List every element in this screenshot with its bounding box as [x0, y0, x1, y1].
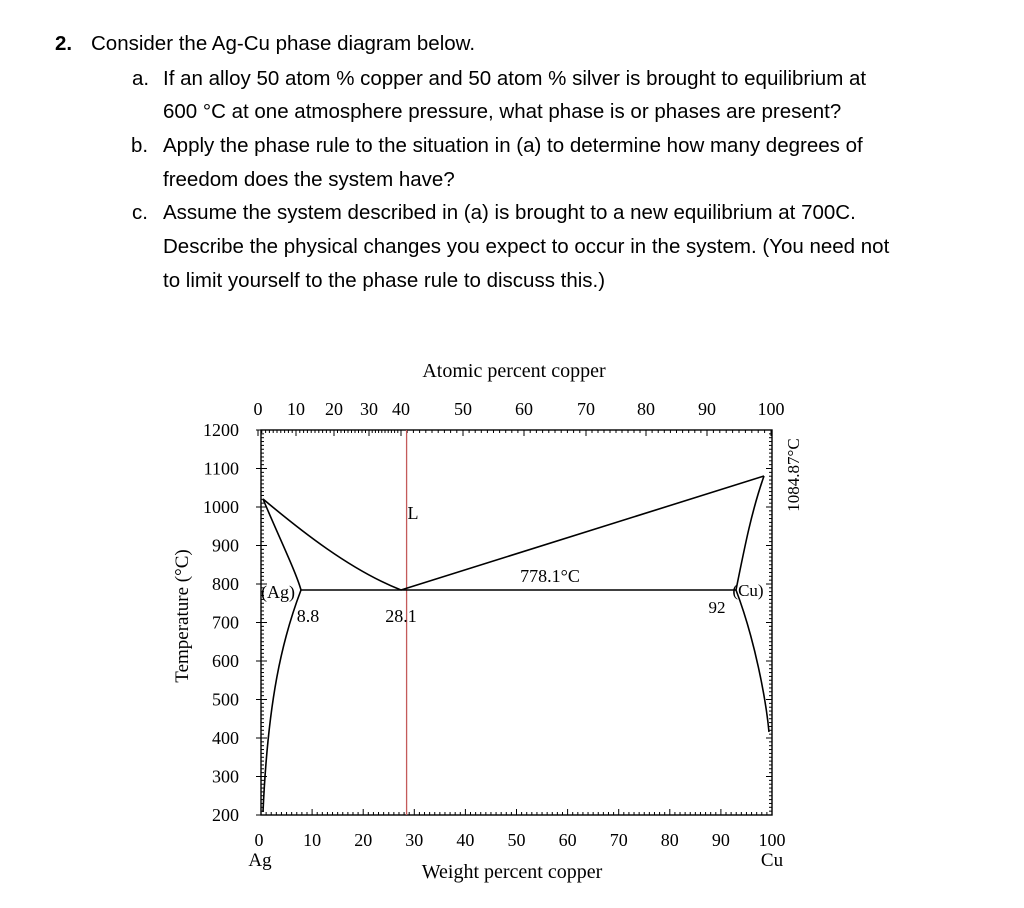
x-weight-tick-label: 10: [303, 830, 322, 850]
x-weight-tick-label: 60: [558, 830, 577, 850]
y-tick-label: 700: [212, 612, 239, 633]
y-tick-label: 500: [212, 689, 239, 710]
x-axis-bottom-ticks: [261, 809, 772, 815]
y-tick-label: 400: [212, 728, 239, 748]
cu-limit-label: 92: [708, 598, 726, 617]
y-tick-label: 800: [212, 574, 239, 594]
y-axis-title: Temperature (°C): [172, 549, 193, 683]
x-weight-tick-label: 30: [405, 830, 424, 850]
x-atomic-tick-label: 90: [698, 399, 716, 419]
x-weight-tick-labels: [255, 830, 786, 850]
ag-solvus-curve: [263, 590, 301, 812]
y-tick-label: 1000: [203, 497, 239, 517]
chart-title: Atomic percent copper: [422, 360, 606, 382]
x-weight-tick-label: 0: [254, 830, 264, 850]
y-tick-label: 1200: [203, 420, 239, 440]
cu-melting-label: 1084.87°C: [784, 438, 803, 512]
part-a-marker: a.: [132, 67, 150, 90]
question-number: 2.: [55, 32, 73, 55]
plot-frame: [261, 430, 772, 815]
x-atomic-tick-labels: [254, 399, 785, 419]
part-c-line-2: Describe the physical changes you expect to occur in the system. (You need not: [163, 235, 890, 258]
y-tick-label: 600: [212, 651, 239, 671]
x-weight-tick-label: 20: [354, 830, 373, 850]
ag-liquidus-curve: [263, 499, 401, 590]
x-atomic-tick-label: 80: [637, 399, 655, 419]
x-weight-tick-label: 80: [660, 830, 679, 850]
eutectic-comp-label: 28.1: [385, 606, 417, 626]
y-tick-label: 300: [212, 766, 239, 787]
x-atomic-tick-label: 60: [515, 399, 533, 419]
part-b-line-1: Apply the phase rule to the situation in (a) to determine how many degrees of: [163, 134, 863, 157]
y-tick-label: 900: [212, 535, 239, 556]
eutectic-temp-label: 778.1°C: [520, 566, 580, 586]
x-weight-tick-label: 40: [456, 830, 475, 850]
x-weight-tick-label: 90: [711, 830, 730, 850]
liquid-region-label: L: [407, 503, 419, 523]
x-axis-top-ticks: [258, 430, 771, 436]
part-c-line-3: to limit yourself to the phase rule to discuss this.): [163, 269, 606, 292]
part-c-line-1: Assume the system described in (a) is brought to a new equilibrium at 700C.: [163, 201, 856, 224]
y-tick-label: 200: [212, 805, 239, 825]
ag-phase-label: (Ag): [261, 582, 295, 602]
part-b-line-2: freedom does the system have?: [163, 168, 455, 191]
x-atomic-tick-label: 40: [392, 399, 410, 419]
part-c-marker: c.: [132, 201, 148, 224]
part-a-line-1: If an alloy 50 atom % copper and 50 atom % silver is brought to equilibrium at: [163, 67, 867, 90]
x-atomic-tick-label: 50: [454, 399, 472, 419]
y-axis-ticks: [256, 430, 267, 815]
x-atomic-tick-label: 10: [287, 399, 305, 419]
x-atomic-tick-label: 70: [577, 399, 595, 419]
x-atomic-tick-label: 100: [757, 399, 785, 419]
y-tick-labels: [203, 420, 239, 825]
cu-solvus-curve: [736, 590, 769, 732]
x-atomic-tick-label: 30: [360, 399, 378, 419]
y-tick-label: 1100: [203, 458, 239, 479]
question-heading: Consider the Ag-Cu phase diagram below.: [91, 32, 476, 55]
phase-boundaries: [263, 476, 769, 812]
cu-liquidus-curve: [401, 476, 764, 590]
y-axis-ticks-right: [766, 430, 772, 815]
ag-end-label: Ag: [248, 850, 272, 871]
ag-limit-label: 8.8: [296, 606, 320, 626]
cu-solidus-curve: [736, 476, 764, 590]
ag-solidus-curve: [263, 499, 301, 590]
x-weight-tick-label: 50: [507, 830, 526, 850]
part-b-marker: b.: [131, 134, 149, 157]
cu-end-label: Cu: [760, 850, 784, 871]
x-axis-title: Weight percent copper: [421, 861, 603, 883]
part-a-line-2: 600 °C at one atmosphere pressure, what phase is or phases are present?: [163, 100, 842, 123]
x-atomic-tick-label: 20: [325, 399, 343, 419]
cu-phase-label: (Cu): [732, 581, 764, 600]
x-atomic-tick-label: 0: [253, 399, 263, 419]
x-weight-tick-label: 70: [609, 830, 628, 850]
x-weight-tick-label: 100: [758, 830, 786, 850]
